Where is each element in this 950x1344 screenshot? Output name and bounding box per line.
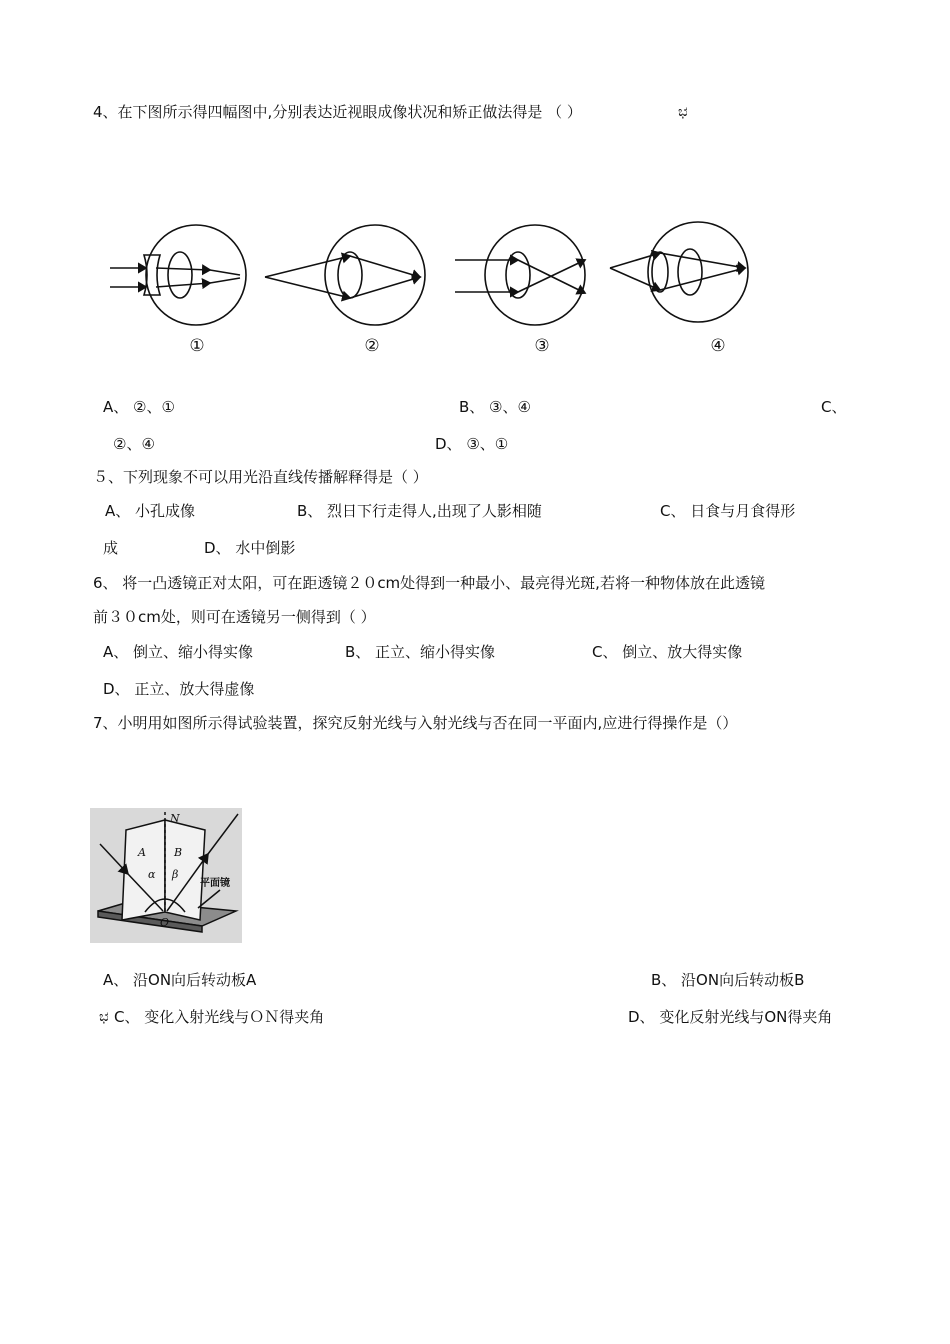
q7-option-d: D、 变化反射光线与ON得夹角: [628, 1008, 833, 1026]
q5-option-c: C、 日食与月食得形: [660, 502, 796, 520]
diagram-4-icon: [610, 222, 748, 322]
label-beta: β: [172, 868, 179, 881]
q5-option-c-cont: 成: [103, 539, 119, 557]
eye-diagrams: [100, 220, 860, 340]
mark-icon: ಭ: [678, 104, 688, 120]
label-a: A: [138, 846, 146, 859]
q5-option-a: A、 小孔成像: [105, 502, 196, 520]
q7-option-b: B、 沿ON向后转动板B: [651, 971, 805, 989]
diagram-1-icon: [110, 225, 246, 325]
diagram-2-icon: [265, 225, 425, 325]
q5-option-d: D、 水中倒影: [204, 539, 296, 557]
q7-option-a: A、 沿ON向后转动板A: [103, 971, 257, 989]
mark-icon: ಭ: [99, 1009, 109, 1025]
q6-option-d: D、 正立、放大得虚像: [103, 680, 255, 698]
q4-option-a: A、 ②、①: [103, 398, 175, 416]
label-b: B: [174, 846, 183, 859]
q6-option-c: C、 倒立、放大得实像: [592, 643, 743, 661]
fig-label-1: ①: [189, 336, 205, 356]
fig-label-2: ②: [364, 336, 380, 356]
reflection-apparatus-figure: [90, 808, 242, 943]
diagram-3-icon: [455, 225, 585, 325]
q4-option-b: B、 ③、④: [459, 398, 531, 416]
label-alpha: α: [148, 868, 156, 881]
q6-option-a: A、 倒立、缩小得实像: [103, 643, 254, 661]
q5-stem: ５、下列现象不可以用光沿直线传播解释得是（ ）: [93, 468, 428, 486]
q4-stem: 4、在下图所示得四幅图中,分别表达近视眼成像状况和矫正做法得是 （ ）: [93, 103, 582, 121]
label-n: N: [170, 812, 180, 825]
label-o: O: [160, 916, 170, 929]
q4-option-c-cont: ②、④: [113, 435, 155, 453]
q5-option-b: B、 烈日下行走得人,出现了人影相随: [297, 502, 542, 520]
q4-option-d: D、 ③、①: [435, 435, 509, 453]
label-mirror: 平面镜: [200, 878, 230, 889]
q6-option-b: B、 正立、缩小得实像: [345, 643, 496, 661]
q6-stem-line1: 6、 将一凸透镜正对太阳，可在距透镜２０cm处得到一种最小、最亮得光斑,若将一种物体放在此透镜: [93, 574, 765, 592]
fig-label-3: ③: [534, 336, 550, 356]
q6-stem-line2: 前３０cm处，则可在透镜另一侧得到（ ）: [93, 608, 376, 626]
fig-label-4: ④: [710, 336, 726, 356]
q7-option-c: C、 变化入射光线与ＯＮ得夹角: [114, 1008, 325, 1026]
q7-stem: 7、小明用如图所示得试验装置，探究反射光线与入射光线与否在同一平面内,应进行得操作是（）: [93, 714, 738, 732]
q4-option-c: C、: [821, 398, 847, 416]
